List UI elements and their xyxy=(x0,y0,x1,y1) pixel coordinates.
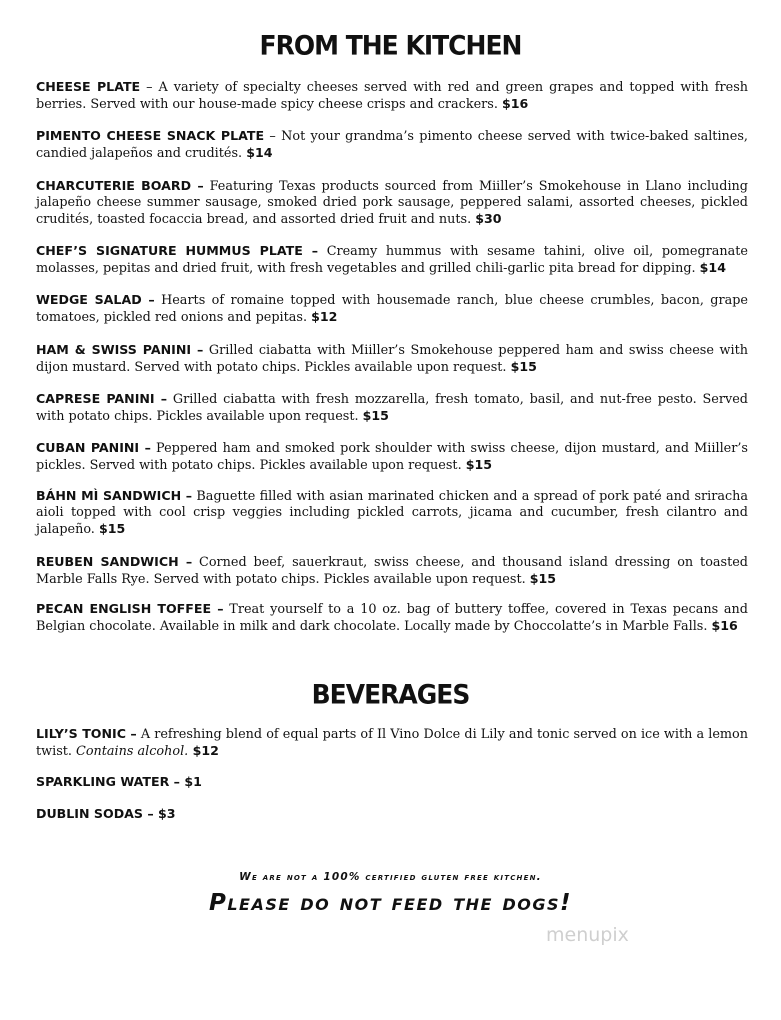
item-description: Creamy hummus with sesame tahini, olive oil, pomegranate molasses, pepitas and dried fruit, with fresh vegetables and grilled chili-garlic pita bread for dipping. xyxy=(36,244,748,276)
item-price: $12 xyxy=(311,309,338,324)
menu-item-reuben xyxy=(36,554,748,588)
menu-item-cheese-plate xyxy=(36,79,748,113)
item-name: LILY’S TONIC – xyxy=(36,726,137,741)
item-description: Grilled ciabatta with Miiller’s Smokehouse peppered ham and swiss cheese with dijon mustard. Served with potato chips. Pickles available upon request. xyxy=(36,343,748,375)
item-name: HAM & SWISS PANINI – xyxy=(36,342,204,357)
item-description: Hearts of romaine topped with housemade ranch, blue cheese crumbles, bacon, grape tomatoes, pickled red onions and pepitas. xyxy=(36,293,748,325)
item-name: SPARKLING WATER – $1 xyxy=(36,774,202,789)
item-separator: – xyxy=(264,129,282,144)
item-price: $14 xyxy=(699,260,726,275)
item-price: $15 xyxy=(98,521,126,536)
item-name: REUBEN SANDWICH – xyxy=(36,554,193,569)
gluten-free-note: We are not a 100% certified gluten free kitchen. xyxy=(239,871,542,883)
menu-item-charcuterie xyxy=(36,178,748,228)
item-description: Not your grandma’s pimento cheese served with twice-baked saltines, candied jalapeños and crudités. xyxy=(36,129,748,161)
menu-item-caprese-panini xyxy=(36,391,748,425)
item-price: $15 xyxy=(465,457,493,472)
item-price: $12 xyxy=(188,743,219,758)
item-name: PIMENTO CHEESE SNACK PLATE xyxy=(36,128,265,143)
item-name: PECAN ENGLISH TOFFEE – xyxy=(36,601,224,616)
menu-item-cuban-panini xyxy=(36,440,748,474)
item-name: CHARCUTERIE BOARD – xyxy=(36,178,204,193)
item-price: $14 xyxy=(246,145,273,160)
item-price: $15 xyxy=(529,571,557,586)
item-name: CUBAN PANINI – xyxy=(36,440,151,455)
item-name: CAPRESE PANINI – xyxy=(36,391,168,406)
item-description: Corned beef, sauerkraut, swiss cheese, and thousand island dressing on toasted Marble Falls Rye. Served with potato chips. Pickles available upon request. xyxy=(36,555,748,587)
item-description: Peppered ham and smoked pork shoulder with swiss cheese, dijon mustard, and Miiller’s pickles. Served with potato chips. Pickles available upon request. xyxy=(36,441,748,473)
item-description: Baguette filled with asian marinated chicken and a spread of pork paté and sriracha aioli topped with cool crisp veggies including pickled carrots, jicama and cucumber, fresh cilantro and jalapeño. xyxy=(36,489,749,537)
item-description: Grilled ciabatta with fresh mozzarella, fresh tomato, basil, and nut-free pesto. Served with potato chips. Pickles available upon request. xyxy=(36,392,748,424)
item-name: WEDGE SALAD – xyxy=(36,292,155,307)
item-separator xyxy=(192,555,199,570)
beverage-lilys-tonic xyxy=(36,726,748,760)
menu-item-pimento-cheese xyxy=(36,128,748,162)
item-name: DUBLIN SODAS – $3 xyxy=(36,806,176,821)
item-name: CHEESE PLATE xyxy=(36,79,141,94)
menu-item-ham-swiss-panini xyxy=(36,342,748,376)
menu-item-hummus xyxy=(36,243,748,277)
item-price: $30 xyxy=(475,211,502,226)
beverage-dublin-sodas xyxy=(36,806,748,823)
dogs-note: Please do not feed the dogs! xyxy=(209,890,572,916)
kitchen-title: FROM THE KITCHEN xyxy=(259,30,522,61)
alcohol-note: Contains alcohol. xyxy=(76,744,189,759)
beverages-title: BEVERAGES xyxy=(311,679,470,710)
item-name: BÁHN MÌ SANDWICH – xyxy=(36,488,193,503)
watermark: menupix xyxy=(546,924,629,946)
item-name: CHEF’S SIGNATURE HUMMUS PLATE – xyxy=(36,243,319,258)
beverage-sparkling-water xyxy=(36,774,748,791)
item-description: Treat yourself to a 10 oz. bag of buttery toffee, covered in Texas pecans and Belgian chocolate. Available in milk and dark chocolate. Locally made by Choccolatte’s in Marble Falls. xyxy=(36,602,748,634)
item-separator xyxy=(318,244,327,259)
item-description: A refreshing blend of equal parts of Il Vino Dolce di Lily and tonic served on ice with a lemon twist. xyxy=(36,727,748,759)
item-price: $16 xyxy=(711,618,738,633)
item-price: $16 xyxy=(501,96,529,111)
menu-item-bahn-mi xyxy=(36,488,748,538)
item-description: Featuring Texas products sourced from Miiller’s Smokehouse in Llano including jalapeño cheese summer sausage, smoked dried pork sausage, peppered salami, assorted cheeses, pickled crudités, toasted focaccia bread, and assorted dried fruit and nuts. xyxy=(36,179,748,227)
item-description: A variety of specialty cheeses served with red and green grapes and topped with fresh berries. Served with our house-made spicy cheese crisps and crackers. xyxy=(36,80,749,112)
item-price: $15 xyxy=(510,359,537,374)
item-separator: – xyxy=(140,80,159,95)
menu-item-pecan-toffee xyxy=(36,601,748,635)
item-price: $15 xyxy=(362,408,389,423)
menu-item-wedge-salad xyxy=(36,292,748,326)
